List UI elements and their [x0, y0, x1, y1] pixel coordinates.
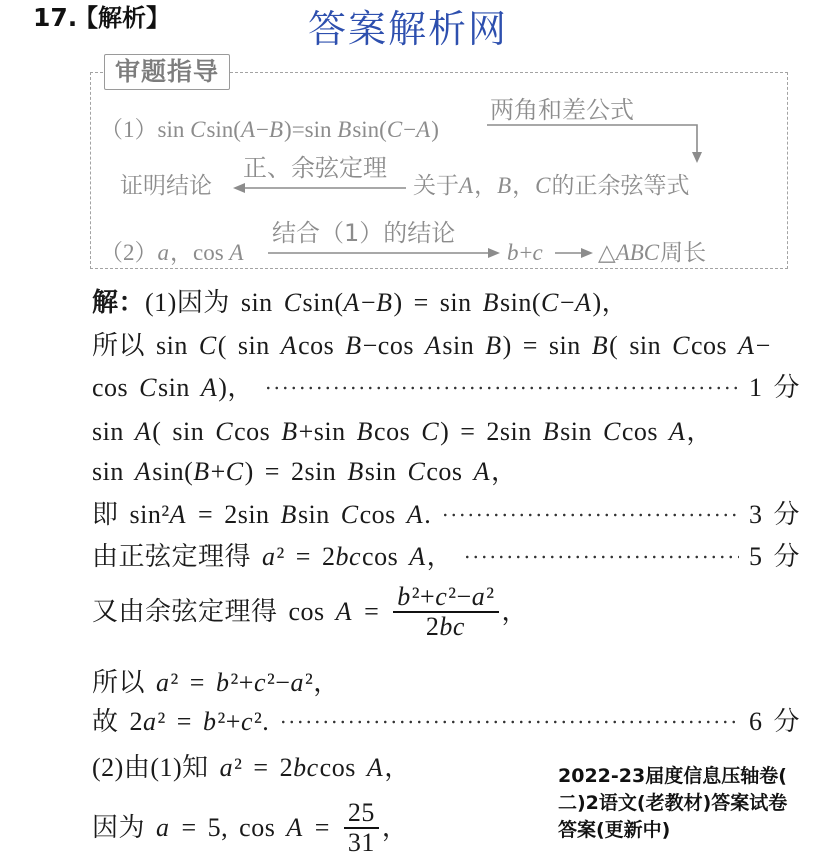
text-run: 2 [425, 611, 440, 641]
fraction [344, 799, 379, 857]
text-run: = 2sin [187, 500, 281, 529]
text-run: （1）sin [100, 117, 191, 142]
math-variable: B [345, 331, 362, 360]
math-variable: B [591, 331, 609, 360]
score-mark: 6 分 [748, 707, 800, 736]
text-run: sin [364, 457, 408, 486]
math-variable: A [416, 117, 431, 142]
text-run: = 5, cos [170, 813, 287, 842]
text-run: − [755, 331, 771, 360]
math-variable: A [575, 288, 592, 317]
solution-math [92, 542, 453, 572]
math-variable: A [200, 373, 218, 402]
math-variable: a [219, 753, 234, 782]
text-run: ， [490, 457, 518, 486]
text-run: + [210, 457, 226, 486]
overlay-caption [558, 763, 787, 844]
math-variable: a [143, 707, 157, 736]
math-variable: C [602, 417, 621, 446]
math-variable: C [198, 331, 217, 360]
math-variable: C [541, 288, 559, 317]
text-run: sin [297, 500, 341, 529]
fraction-denominator [344, 829, 379, 857]
text-run: ， [384, 753, 411, 782]
math-variable: c [532, 240, 543, 265]
math-variable: A [134, 417, 152, 446]
text-run: 的正余弦等式 [551, 173, 690, 198]
text-run: ( sin [217, 331, 281, 360]
text-run: ² [486, 582, 495, 612]
text-run: 31 [347, 827, 375, 857]
math-variable: ABC [615, 240, 660, 265]
solution-line-3 [92, 373, 800, 403]
math-variable: A [229, 240, 244, 265]
text-run: △ [598, 240, 616, 265]
math-variable: B [193, 457, 210, 486]
text-run: sin( [500, 288, 542, 317]
math-variable: A [286, 813, 303, 842]
math-variable: C [421, 417, 440, 446]
text-run: ， [474, 173, 498, 198]
guide-premise-1 [100, 116, 439, 144]
text-run: sin( [352, 117, 387, 142]
text-run: cos [359, 500, 407, 529]
math-variable: B [268, 117, 284, 142]
guide-premise-2 [100, 239, 244, 267]
text-run: ² = 2 [276, 542, 336, 571]
score-mark: 1 分 [748, 373, 800, 402]
text-run: sin [92, 457, 135, 486]
math-variable: b [397, 582, 411, 612]
math-variable: C [340, 500, 359, 529]
text-run: ) = 2sin [440, 417, 543, 446]
text-run: ， [426, 542, 454, 571]
math-variable: C [283, 288, 302, 317]
math-variable: b [215, 668, 230, 697]
text-run: ， [512, 173, 536, 198]
math-variable: A [343, 288, 360, 317]
text-run: sin [442, 331, 486, 360]
text-run: 因为 [92, 813, 157, 842]
text-run: 所以 [92, 668, 157, 697]
text-run: ²− [267, 668, 291, 697]
math-variable: A [335, 597, 353, 626]
text-run: ² = 2 [234, 753, 294, 782]
math-variable: c [435, 582, 448, 612]
text-run: cos [691, 331, 739, 360]
text-run: cos [319, 753, 367, 782]
solution-line-5 [92, 457, 517, 487]
math-variable: b [202, 707, 217, 736]
text-run: ( sin [609, 331, 673, 360]
text-run: 周长 [660, 240, 707, 265]
text-run: cos [362, 542, 410, 571]
text-run: ，cos [170, 240, 230, 265]
text-run: cos [374, 417, 422, 446]
math-variable: C [535, 173, 551, 198]
section-label: 【解析】 [74, 4, 170, 32]
math-variable: C [139, 373, 158, 402]
text-run: 关于 [413, 173, 459, 198]
math-variable: C [225, 457, 244, 486]
text-run: )， [218, 373, 254, 402]
text-run: sin( [302, 288, 344, 317]
solution-math [92, 707, 269, 737]
math-variable: A [169, 500, 187, 529]
solution-label: 解： [92, 288, 146, 318]
text-run: ， [381, 813, 409, 842]
guide-equation [413, 172, 689, 200]
text-run: ) = sin [502, 331, 592, 360]
text-run: . [424, 500, 432, 529]
math-variable: C [672, 331, 690, 360]
math-variable: B [280, 500, 297, 529]
text-run: ) [431, 117, 439, 142]
text-run: cos [298, 331, 346, 360]
math-variable: A [134, 457, 152, 486]
score-mark: 3 分 [748, 500, 800, 529]
overlay-line: 二)2语文(老教材)答案试卷 [558, 792, 788, 814]
solution-line-11 [92, 753, 411, 783]
fraction [393, 583, 498, 641]
text-run: 又由余弦定理得 cos [92, 597, 336, 626]
solution-math [92, 373, 254, 403]
text-run: ²， [304, 668, 340, 697]
overlay-line: 2022-23届度信息压轴卷( [558, 765, 787, 787]
text-run: sin( [206, 117, 241, 142]
math-variable: C [407, 457, 426, 486]
text-run: = [353, 597, 391, 626]
math-variable: B [482, 288, 500, 317]
math-variable: B [485, 331, 502, 360]
text-run: −cos [362, 331, 425, 360]
math-variable: A [473, 457, 490, 486]
math-variable: a [156, 813, 170, 842]
math-variable: B [337, 117, 352, 142]
dot-leader [279, 720, 739, 724]
arrow-label-theorem: 正、余弦定理 [243, 154, 387, 182]
math-variable: B [281, 417, 298, 446]
text-run: +sin [298, 417, 357, 446]
text-run: − [403, 117, 417, 142]
text-run: )=sin [284, 117, 338, 142]
math-variable: a [157, 240, 169, 265]
guide-sum [507, 239, 544, 267]
text-run: + [519, 240, 533, 265]
text-run: 即 sin² [92, 500, 170, 529]
math-variable: A [738, 331, 755, 360]
text-run: sin [560, 417, 603, 446]
math-variable: a [156, 668, 170, 697]
math-variable: B [376, 288, 393, 317]
math-variable: A [366, 753, 384, 782]
text-run: sin [158, 373, 201, 402]
math-variable: A [459, 173, 474, 198]
arrow-label-formula: 两角和差公式 [490, 96, 634, 124]
text-run: − [256, 117, 269, 142]
text-run: ) = sin [393, 288, 483, 317]
text-run: = [303, 813, 341, 842]
solution-line-9 [92, 668, 340, 698]
text-run: ， [686, 417, 713, 446]
math-variable: C [386, 117, 403, 142]
math-variable: B [542, 417, 560, 446]
solution-line-2 [92, 331, 771, 361]
solution-math [92, 500, 431, 530]
solution-line-6 [92, 500, 800, 530]
text-run: ² = [157, 707, 203, 736]
solution-line-4 [92, 417, 713, 447]
math-variable: A [668, 417, 686, 446]
text-run: )， [592, 288, 629, 317]
text-run: 由正弦定理得 [92, 542, 263, 571]
text-run: − [360, 288, 377, 317]
text-run: − [559, 288, 576, 317]
text-run: ( sin [152, 417, 216, 446]
text-run: ²+ [411, 582, 436, 612]
fraction-denominator [422, 613, 470, 641]
solution-line-8 [92, 578, 528, 646]
text-run: sin [92, 417, 135, 446]
math-variable: a [262, 542, 276, 571]
fraction-numerator [344, 799, 379, 827]
arrow-label-combine: 结合（1）的结论 [272, 219, 456, 247]
math-variable: A [424, 331, 442, 360]
text-run: ²+ [230, 668, 254, 697]
score-mark: 5 分 [748, 542, 800, 571]
overlay-line: 答案(更新中) [558, 819, 671, 841]
math-variable: B [497, 173, 512, 198]
site-watermark: 答案解析网 [308, 7, 509, 51]
guide-perimeter [598, 239, 706, 267]
math-variable: bc [439, 611, 465, 641]
math-variable: C [215, 417, 234, 446]
text-run: cos [621, 417, 669, 446]
text-run: ². [254, 707, 270, 736]
fraction-numerator [393, 583, 498, 611]
text-run: (1)因为 sin [145, 288, 284, 317]
question-number: 17. [33, 3, 78, 32]
solution-line-10 [92, 707, 800, 737]
text-run: 所以 sin [92, 331, 199, 360]
text-run: (2)由(1)知 [92, 753, 220, 782]
guide-conclusion: 证明结论 [120, 173, 212, 198]
math-variable: A [240, 117, 255, 142]
math-variable: B [347, 457, 364, 486]
text-run: cos [92, 373, 140, 402]
text-run: 25 [347, 798, 375, 828]
solution-line-1 [92, 288, 628, 318]
math-variable: A [280, 331, 298, 360]
math-variable: a [471, 582, 486, 612]
math-variable: bc [335, 542, 362, 571]
text-run: sin( [152, 457, 194, 486]
text-run: ， [501, 597, 529, 626]
solution-line-7 [92, 542, 800, 572]
text-run: ) = 2sin [244, 457, 348, 486]
math-variable: B [356, 417, 374, 446]
dot-leader [264, 386, 739, 390]
math-variable: A [406, 500, 424, 529]
math-variable: b [507, 240, 519, 265]
text-run: （2） [100, 240, 158, 265]
math-variable: c [253, 668, 266, 697]
text-run: ² = [170, 668, 216, 697]
math-variable: bc [293, 753, 319, 782]
text-run: cos [234, 417, 282, 446]
math-variable: A [409, 542, 426, 571]
text-run: 故 2 [92, 707, 144, 736]
math-variable: a [290, 668, 304, 697]
dot-leader [463, 555, 739, 559]
text-run: ²+ [217, 707, 241, 736]
math-variable: c [240, 707, 253, 736]
math-variable: C [190, 117, 206, 142]
text-run: cos [426, 457, 474, 486]
text-run: ²− [448, 582, 472, 612]
guide-tag: 审题指导 [104, 54, 230, 90]
solution-line-12 [92, 794, 408, 862]
dot-leader [441, 513, 739, 517]
